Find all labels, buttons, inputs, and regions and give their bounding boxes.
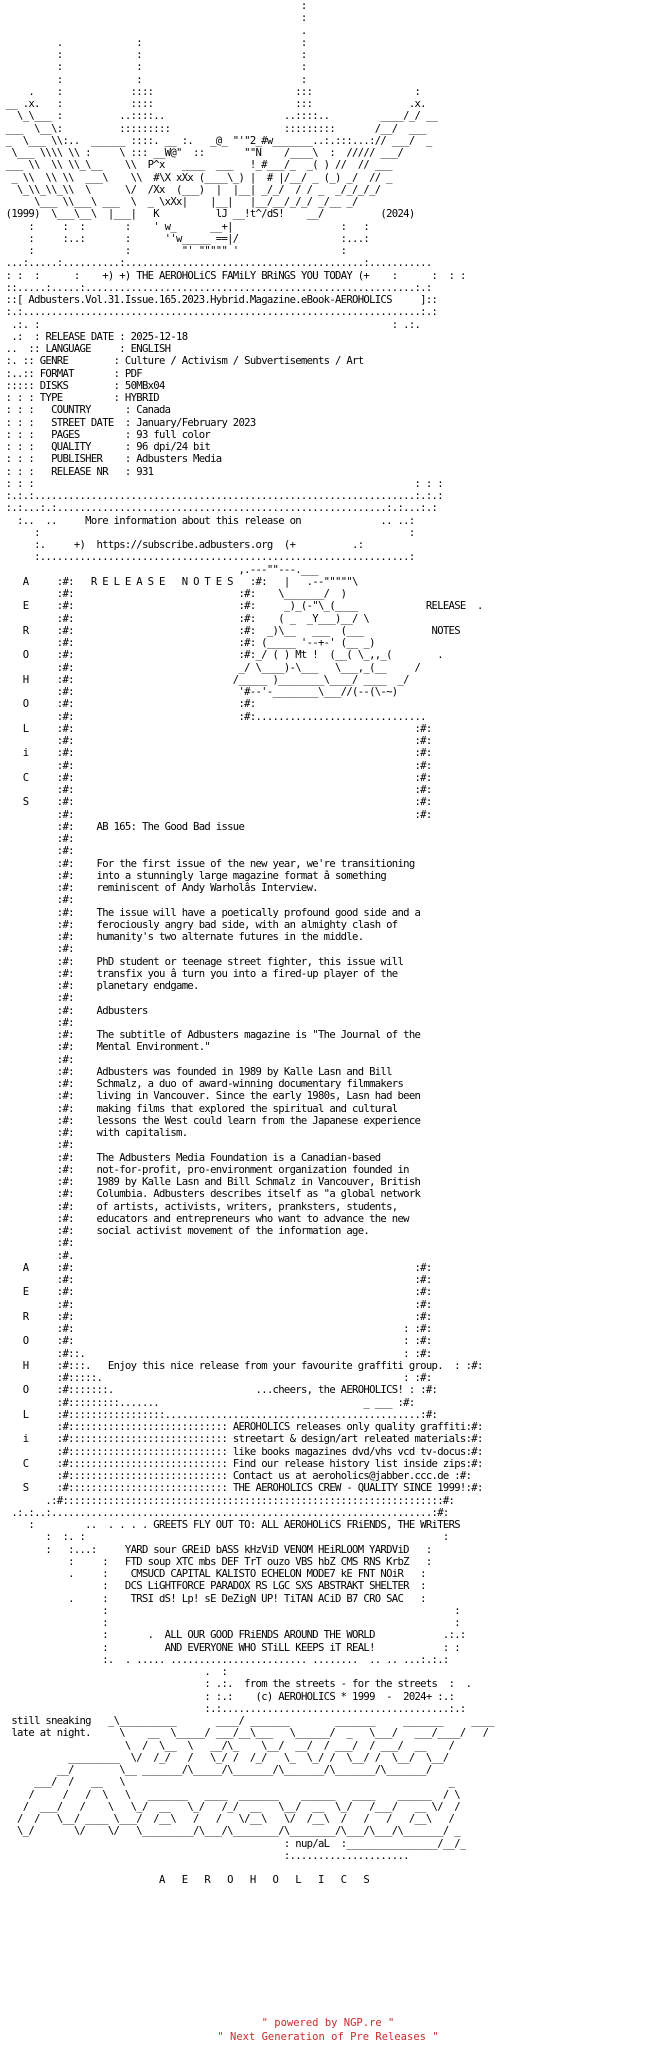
info-disks: DISKS : 50MBx04 <box>39 379 165 392</box>
enjoy-line: Enjoy this nice release from your favourite graffiti group. <box>107 1359 443 1372</box>
group-info-line: streetart & design/art releated materials <box>232 1433 466 1446</box>
greets-line: TRSI dS! Lp! sE DeZigN UP! TiTAN ACiD B7 CRO SAC <box>130 1592 404 1605</box>
greets-line: YARD sour GREiD bASS kHzViD VENOM HEiRLOOM YARDViD <box>124 1543 409 1556</box>
release-name: Adbusters.Vol.31.Issue.165.2023.Hybrid.Magazine.eBook-AEROHOLICS <box>28 294 392 306</box>
greets-closing: AND EVERYONE WHO STiLL KEEPS iT REAL! <box>164 1641 375 1654</box>
greets-line: FTD soup XTC mbs DEF TrT ouzo VBS hbZ CMS RNS KrbZ <box>124 1555 409 1568</box>
tagline-line: late at night. <box>11 1727 91 1740</box>
greets-line: DCS LiGHTFORCE PARADOX RS LGC SXS ABSTRAKT SHELTER <box>124 1580 409 1593</box>
logo-art: still sneaking _\__________ ____/ _______ _______ _______ ____ late at night. \ __ \_____/ ___/__\___ \______/ _ \___/ ___/____/ / \ / \__ \ __/\_ \__/ __/ / ___/ / ___/ __ / _________ \/ /_/ / \_/ / /_/ \_ \_/ / \__/ / \__/ \__/ __/ \__ _______/\_____/\_______/\_______/\_______/\_______/ ___/ / __ \ _ / / / \ \ _______ ____ _______ ______ ____ ______ / \ / ___/ / \ \_/ __ \_/ /_/ __ \__/ __ \_/ /___/ __ \/ / / / \__/ ____ \___/ /__\ / / \/__\ \/ /__\ / / / /__\ / \_/ \/ \/ \_________/\___/\________/\________/\___/\___/\_______/ _ : nup/aL :________________/__/_ :..................... A E R O H O L I C S <box>11 1715 494 1887</box>
outro-copyright: (c) AEROHOLICS * 1999 - 2024+ <box>255 1690 432 1703</box>
info-genre: GENRE : Culture / Activism / Subvertisements / Art <box>39 355 364 368</box>
notes-body: :#: :#: For the first issue of the new year, we're transitioning :#: into a stunningly large magazine format â something :#: reminiscent of Andy Warholâs Interview. :#: :#: The issue will have a poetically profound good side and a :#: ferociously angry bad side, with an almighty clash of :#: humanity's two alternate futures in the middle. :#: :#: PhD student or teenage street fighter, this issue will :#: transfix you â turn you into a fired-up player of the :#: planetary endgame. :#: :#: Adbusters :#: :#: The subtitle of Adbusters magazine is "The Journal of the :#: Mental Environment." :#: :#: Adbusters was founded in 1989 by Kalle Lasn and Bill :#: Schmalz, a duo of award-winning documentary filmmakers :#: living in Vancouver. Since the early 1980s, Lasn had been :#: making films that explored the spiritual and cultural :#: lessons the West could learn from the Japanese experience :#: with capitalism. :#: :#: The Adbusters Media Foundation is a Canadian-based :#: not-for-profit, pro-environment organization founded in :#: 1989 by Kalle Lasn and Bill Schmalz in Vancouver, British :#: Columbia. Adbusters describes itself as "a global network :#: of artists, activists, writers, pranksters, students, :#: educators and entrepreneurs who want to advance the new :#: social activist movement of the information age. <box>56 845 421 1237</box>
group-info-line: Find our release history list inside zips <box>232 1457 466 1470</box>
release-info-table: RELEASE DATE : 2025-12-18 .. :: LANGUAGE : ENGLISH :. :: GENRE : Culture / Activism / Subvertisements / Art :..:: FORMAT : PDF ::::: DISKS : 50MBx04 : : : TYPE : HYBRID : : : COUNTRY : Canada : : : STREET DATE : January/February 2023 : : : PAGES : 93 full color : : : QUALITY : 96 dpi/24 bit : : : PUBLISHER : Adbusters Media : : : RELEASE NR : 931 <box>5 330 364 478</box>
header-art: : : . . : : : : : : : : : : : . : :::: ::: : __ .x. : :::: ::: .x. \_\___ : ..::::.. ..::::.. ____/_/ __ ___ \__\: ::::::::: ::::::::: /__/ ___ _ \___ \\:.. ______ ::::. __ :. _@_ "'"2_#w_______..:.:::...:// ___/ _ \___ \\\\ \\ : \ ::: __W@" :: ""N /____\ : ///// ___/ ___ \\ \\ \\_\__ \\ P^x ____ ___ !_#___/_ _( ) // // ___ _ \\ \\ \\ ___\ \\ #\X xXx (____\_) | # |/__/ _ (_) _/ // _ \_\\_\\_\\ \ \/ /Xx (___) | |__| _/_/ / / _ _/_/_/_/ \___ \\___\ ___ \ _ \xXx| |__| |__/__/_/_/ _/__ _/ (1999) \___\__\ |___| K lJ __!t^/dS! __/ (2024) : : : : ' w_ __+| : : : :..: : ''w_____ ==|/ :...: : : "' """"" ' : ...:.....:..........:..........................................:........... : : : : +) +) THE AEROHOLiCS FAMiLY BRiNGS YOU TODAY (+ : : : : ::.....:.....:..........................................................:.: ::[ Adbusters.Vol.31.Issue.165.2023.Hybrid.Magazine.eBook-AEROHOLICS ]:: :.:......................................................................:.: .:. : : .:. .: : RELEASE DATE : 2025-12-18 .. :: LANGUAGE : ENGLISH :. :: GENRE : Culture / Activism / Subvertisements / Art :..:: FORMAT : PDF ::::: DISKS : 50MBx04 : : : TYPE : HYBRID : : : COUNTRY : Canada : : : STREET DATE : January/February 2023 : : : PAGES : 93 full color : : : QUALITY : 96 dpi/24 bit : : : PUBLISHER : Adbusters Media : : : RELEASE NR : 931 : : : : : : :.:.:...................................................................:.:.: :.:...:.:..........................................................:.:...:.: :.. .. More information about this release on .. ..: : : :. +) https://subscribe.adbusters.org (+ .: :.................................................................: <box>0 0 656 564</box>
footer-powered-by[interactable]: " powered by NGP.re " <box>261 2017 395 2029</box>
intro-line: +) THE AEROHOLiCS FAMiLY BRiNGS YOU TODAY (+ <box>119 269 370 282</box>
group-info-contact: Contact us at aeroholics@jabber.ccc.de <box>232 1470 449 1482</box>
info-release-nr: RELEASE NR : 931 <box>51 465 154 478</box>
group-info-line: like books magazines dvd/vhs vcd tv-docus <box>232 1445 466 1458</box>
release-notes-section: ,.---""---.___ A :#: R E L E A S E N O T E S :#: | .--"""""\ :#: :#: \_______/ ) E :#: :#: _)_(-"\_(____ RELEASE . :#: :#: ( _ _Y___)__/ \ R :#: :#: _)\__ ___ (___ NOTES :#: :#: (_____ '--+-' (__ _) O :#: :#:_/ ( ) Mt ! (__( \_,,_( . :#: _/ \____)-\___ \___,_(__ / H :#: /_____ )________\____/ ____ _/ :#: '#--'-________\___//(--(\-~) O :#: :#: :#: :#:.............................. L :#: :#: :#: :#: i :#: :#: :#: :#: C :#: :#: :#: :#: S :#: :#: :#: :#: :#: AB 165: The Good Bad issue :#: :#: :#: For the first issue of the new year, we're transitioning :#: into a stunningly large magazine format â something :#: reminiscent of Andy Warholâs Interview. :#: :#: The issue will have a poetically profound good side and a :#: ferociously angry bad side, with an almighty clash of :#: humanity's two alternate futures in the middle. :#: :#: PhD student or teenage street fighter, this issue will :#: transfix you â turn you into a fired-up player of the :#: planetary endgame. :#: :#: Adbusters :#: :#: The subtitle of Adbusters magazine is "The Journal of the :#: Mental Environment." :#: :#: Adbusters was founded in 1989 by Kalle Lasn and Bill :#: Schmalz, a duo of award-winning documentary filmmakers :#: living in Vancouver. Since the early 1980s, Lasn had been :#: making films that explored the spiritual and cultural :#: lessons the West could learn from the Japanese experience :#: with capitalism. :#: :#: The Adbusters Media Foundation is a Canadian-based :#: not-for-profit, pro-environment organization founded in :#: 1989 by Kalle Lasn and Bill Schmalz in Vancouver, British :#: Columbia. Adbusters describes itself as "a global network :#: of artists, activists, writers, pranksters, students, :#: educators and entrepreneurs who want to advance the new :#: social activist movement of the information age. :#: :#. A :#: :#: :#: :#: E :#: :#: :#: :#: R :#: :#: :#: : :#: O :#: : :#: :#::. : :#: H :#:::. Enjoy this nice release from your favourite graffiti group. : :#: :#:::::. : :#: O :#:::::::. ...cheers, the AEROHOLICS! : :#: :#:::::::::....... _ ___ :#: L :#:::::::::::::::::.............................................:#: :#:::::::::::::::::::::::::::: AEROHOLICS releases only quality graffiti:#: i :#:::::::::::::::::::::::::::: streetart & design/art releated materials:#: :#:::::::::::::::::::::::::::: like books magazines dvd/vhs vcd tv-docus:#: C :#:::::::::::::::::::::::::::: Find our release history list inside zips:#: :#:::::::::::::::::::::::::::: Contact us at aeroholics@jabber.ccc.de :#: S :#:::::::::::::::::::::::::::: THE AEROHOLICS CREW - QUALITY SINCE 1999!:#: .:#:::::::::::::::::::::::::::::::::::::::::::::::::::::::::::::::::::#: .:.:..:...................................................................:#: : .. . . . . GREETS FLY OUT TO: ALL AEROHOLiCS FRiENDS, THE WRiTERS : :. : : : :...: YARD sour GREiD bASS kHzViD VENOM HEiRLOOM YARDViD : : : FTD soup XTC mbs DEF TrT ouzo VBS hbZ CMS RNS KrbZ : . : CMSUCD CAPITAL KALISTO ECHELON MODE7 kE FNT NOiR : : DCS LiGHTFORCE PARADOX RS LGC SXS ABSTRAKT SHELTER : . : TRSI dS! Lp! sE DeZigN UP! TiTAN ACiD B7 CRO SAC : : : : : : . ALL OUR GOOD FRiENDS AROUND THE WORLD .:.: : AND EVERYONE WHO STiLL KEEPS iT REAL! : : :. . ..... ........................ ........ .. .. ...:.:.: . : : .:. from the streets - for the streets : . : :.: (c) AEROHOLICS * 1999 - 2024+ :.: :.:........................................:.: <box>0 564 656 1716</box>
more-info-text: More information about this release on <box>85 514 301 527</box>
group-signature: A E R O H O L I C S <box>158 1874 370 1887</box>
group-info-line: AEROHOLICS releases only quality graffiti <box>232 1421 466 1433</box>
info-country: COUNTRY : Canada <box>51 404 171 417</box>
tagline-line: still sneaking <box>11 1715 91 1727</box>
greets-heading: . GREETS FLY OUT TO: ALL AEROHOLiCS FRiENDS, THE WRiTERS <box>141 1519 460 1531</box>
greets-line: CMSUCD CAPITAL KALISTO ECHELON MODE7 kE FNT NOiR <box>130 1568 404 1580</box>
cheers-line: ...cheers, the AEROHOLICS! <box>255 1384 404 1397</box>
info-quality: QUALITY : 96 dpi/24 bit <box>51 441 211 453</box>
more-info-url[interactable]: +) https://subscribe.adbusters.org (+ <box>73 539 296 551</box>
info-format: FORMAT : PDF <box>39 367 142 380</box>
info-language: LANGUAGE : ENGLISH <box>45 343 171 355</box>
info-release-date: RELEASE DATE : 2025-12-18 <box>45 330 188 343</box>
group-info-line: THE AEROHOLICS CREW - QUALITY SINCE 1999! <box>232 1482 466 1495</box>
greets-closing: ALL OUR GOOD FRiENDS AROUND THE WORLD <box>164 1629 375 1642</box>
info-publisher: PUBLISHER : Adbusters Media <box>51 453 222 466</box>
footer <box>0 2016 656 2044</box>
info-street-date: STREET DATE : January/February 2023 <box>51 416 256 429</box>
outro-streets: from the streets - for the streets <box>244 1678 438 1691</box>
footer-tagline: " Next Generation of Pre Releases " <box>217 2031 439 2043</box>
notes-title: AB 165: The Good Bad issue <box>96 820 245 833</box>
art-credit: nup/aL <box>295 1837 330 1850</box>
notes-heading: R E L E A S E N O T E S <box>90 575 233 588</box>
info-pages: PAGES : 93 full color <box>51 428 211 441</box>
info-type: TYPE : HYBRID <box>39 392 159 404</box>
